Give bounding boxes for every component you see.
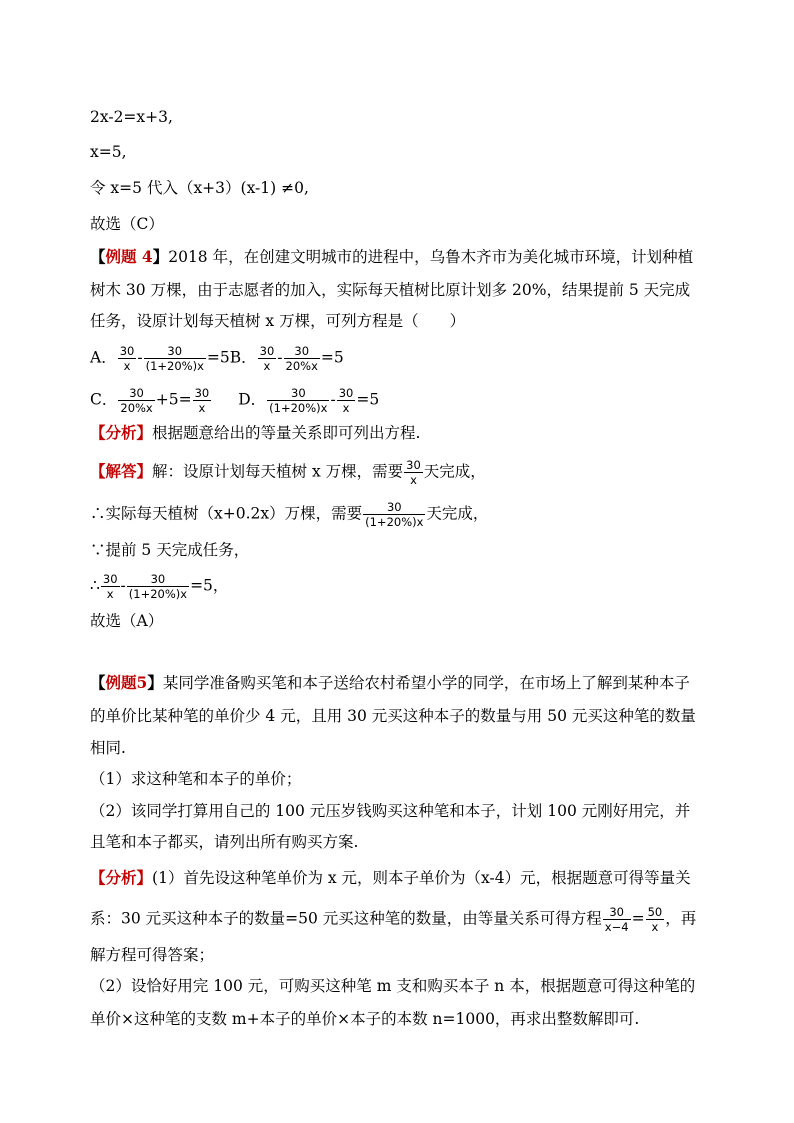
example-5-question: 【例题5】某同学准备购买笔和本子送给农村希望小学的同学，在市场上了解到某种本子 — [90, 673, 690, 692]
option-c-d: C． $\frac{30}{20\%x}$ +5= $\frac{30}{x}$ D． $\frac{30}{(1+20\%)x}$ - $\frac{30}{x}$ =5 — [90, 386, 380, 415]
example-5-tag: 【例题5】 — [90, 673, 163, 692]
fraction: $\frac{30}{20\%x}$ — [285, 344, 318, 373]
example-5-question: 相同. — [90, 739, 126, 757]
answer-line: 故选（C） — [90, 215, 164, 233]
solution-line: ∵提前 5 天完成任务， — [90, 541, 250, 559]
option-a-b: A． $\frac{30}{x}$ - $\frac{30}{(1+20\%)x}$ =5B． $\frac{30}{x}$ - $\frac{30}{20\%x}$ =5 — [90, 344, 344, 373]
answer-line: 故选（A） — [90, 612, 164, 630]
analysis-line: 【分析】根据题意给出的等量关系即可列出方程. — [90, 423, 421, 442]
example-5-question: 且笔和本子都买，请列出所有购买方案. — [90, 833, 359, 851]
solution-line: 令 x=5 代入（x+3）(x-1) ≠0, — [90, 179, 309, 197]
analysis-line: 单价×这种笔的支数 m+本子的单价×本子的本数 n=1000，再求出整数解即可. — [90, 1010, 640, 1028]
fraction: $\frac{30}{x-4}$ — [604, 905, 629, 934]
solution-line: ∴实际每天植树（x+0.2x）万棵，需要 $\frac{30}{(1+20\%)x}$ 天完成， — [90, 500, 489, 529]
fraction: $\frac{30}{x}$ — [406, 458, 421, 487]
analysis-line: 【分析】(1）首先设这种笔单价为 x 元，则本子单价为（x-4）元，根据题意可得等量关 — [90, 868, 691, 887]
example-4-question: 树木 30 万棵，由于志愿者的加入，实际每天植树比原计划多 20%，结果提前 5 天完成 — [90, 281, 691, 299]
fraction: $\frac{30}{(1+20\%)x}$ — [269, 386, 328, 415]
fraction: $\frac{30}{(1+20\%)x}$ — [128, 572, 188, 601]
fraction: $\frac{30}{x}$ — [102, 572, 118, 601]
fraction: $\frac{30}{20\%x}$ — [120, 386, 153, 415]
example-4-question: 【例题 4】2018 年，在创建文明城市的进程中，乌鲁木齐市为美化城市环境，计划种植 — [90, 247, 694, 266]
solution-line: ∴ $\frac{30}{x}$ - $\frac{30}{(1+20\%)x}$ =5， — [90, 572, 229, 601]
solution-line: 【解答】解：设原计划每天植树 x 万棵，需要 $\frac{30}{x}$ 天完成， — [90, 458, 486, 487]
example-4-tag: 【例题 4】 — [90, 247, 169, 266]
analysis-line: 解方程可得答案； — [90, 946, 215, 964]
example-5-question: （2）该同学打算用自己的 100 元压岁钱购买这种笔和本子，计划 100 元刚好用完，并 — [90, 802, 691, 820]
example-4-question: 任务，设原计划每天植树 x 万棵，可列方程是（ ） — [90, 312, 466, 330]
fraction: $\frac{30}{(1+20\%)x}$ — [365, 500, 424, 529]
example-5-question: 的单价比某种笔的单价少 4 元，且用 30 元买这种本子的数量与用 50 元买这种笔的数量 — [90, 707, 696, 725]
example-5-question: （1）求这种笔和本子的单价； — [90, 770, 302, 788]
fraction: $\frac{50}{x}$ — [647, 905, 663, 934]
fraction: $\frac{30}{x}$ — [119, 344, 135, 373]
analysis-line: 系：30 元买这种本子的数量=50 元买这种笔的数量，由等量关系可得方程 $\frac{30}{x-4}$ = $\frac{50}{x}$ ，再 — [90, 905, 697, 934]
solution-line: 2x-2=x+3, — [90, 108, 173, 126]
solution-line: x=5, — [90, 143, 127, 161]
fraction: $\frac{30}{(1+20\%)x}$ — [145, 344, 204, 373]
analysis-line: （2）设恰好用完 100 元，可购买这种笔 m 支和购买本子 n 本，根据题意可得这种笔的 — [90, 977, 696, 995]
fraction: $\frac{30}{x}$ — [259, 344, 275, 373]
fraction: $\frac{30}{x}$ — [338, 386, 354, 415]
fraction: $\frac{30}{x}$ — [194, 386, 210, 415]
